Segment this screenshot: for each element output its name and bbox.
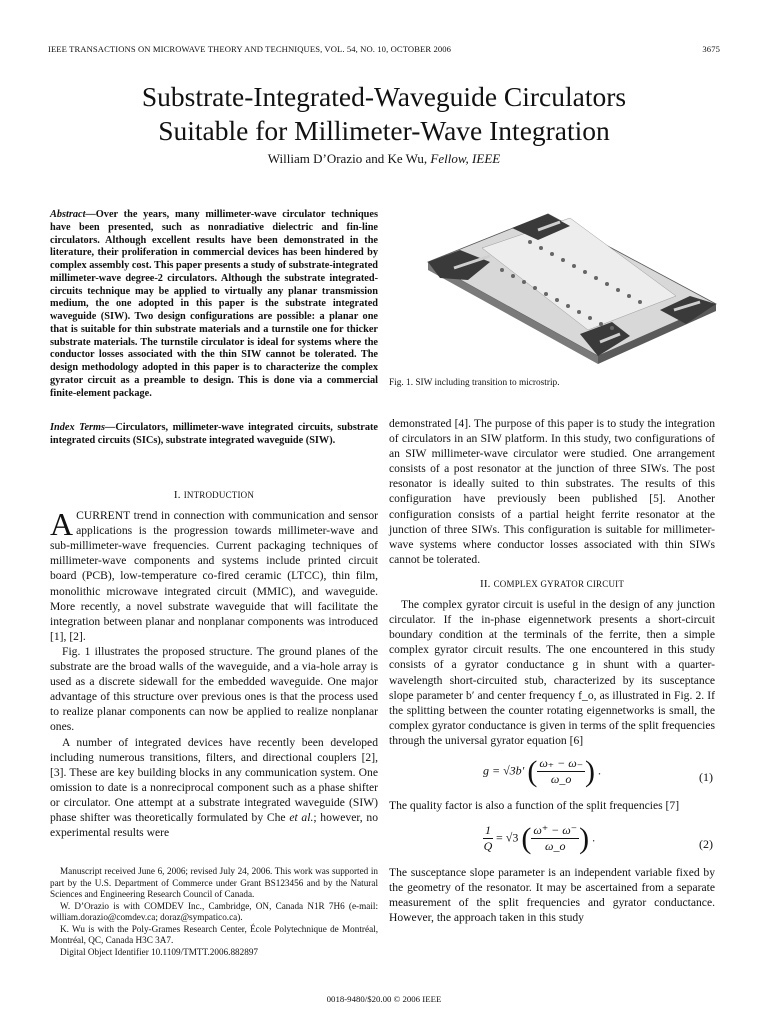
equation-2-label: (2): [699, 837, 713, 852]
abstract-label: Abstract—: [50, 209, 96, 220]
abstract: [50, 209, 378, 400]
right-paragraph-1: demonstrated [4]. The purpose of this paper is to study the integration of circulators in an SIW platform. In this study, two configurations of an SIW millimeter-wave circulator were studied. One arrangement consists of a post resonator at the junction of three SIWs. The post resonator is ideally suited to thin substrates. The results of this configuration have previously been published [5]. Another configuration consists of a partial height ferrite resonator at the junction of three SIWs. This configuration is suitable for millimeter-wave systems where conductor losses associated with thin SIWs cannot be tolerated.: [389, 417, 715, 566]
equation-1-label: (1): [699, 769, 713, 784]
footnote-manuscript: Manuscript received June 6, 2006; revised July 24, 2006. This work was supported in part by the U.S. Department of Commerce under Grant BS123456 and by the Natural Sciences and Engineering Research Council of Canada.: [50, 866, 378, 899]
intro-paragraph-3: A number of integrated devices have recently been developed including numerous transitions, filters, and directional couplers [2], [3]. These are key building blocks in any communication system. One omission to date is a nonreciprocal component such as a phase shifter or circulator. One attempt at a substrate integrated waveguide (SIW) phase shifter was theoretically formulated by Che et al.; however, no experimental results were: [50, 735, 378, 840]
section-2-heading: II. COMPLEX GYRATOR CIRCUIT: [479, 577, 625, 590]
title-line-1: Substrate-Integrated-Waveguide Circulators: [141, 81, 627, 112]
right-paragraph-4: The susceptance slope parameter is an independent variable fixed by the geometry of the resonator. It may be ascertained from a separate measurement of the split frequencies and gyrator conductance. However, the approach taken in this study: [389, 866, 715, 925]
footnote-author-1: W. D’Orazio is with COMDEV Inc., Cambridge, ON, Canada N1R 7H6 (e-mail: william.dorazio@comdev.ca; doraz@sympatico.ca).: [50, 900, 378, 922]
footnote-doi: Digital Object Identifier 10.1109/TMTT.2006.882897: [60, 946, 259, 957]
right-paragraph-3: The quality factor is also a function of the split frequencies [7]: [389, 798, 680, 812]
intro-paragraph-2: Fig. 1 illustrates the proposed structure. The ground planes of the substrate are the broad walls of the waveguide, and a via-hole array is used as a discrete sidewall for the embedded waveguide. One major advantage of this structure over previous ones is that the process used to realize planar components can now be applied to realize nonplanar ones.: [50, 644, 378, 734]
author-fellow: Fellow, IEEE: [430, 151, 501, 166]
page-number: 3675: [702, 44, 720, 54]
paper-title: [48, 80, 720, 148]
author-names: William D’Orazio and Ke Wu,: [267, 151, 428, 166]
figure-1-siw-image: [420, 206, 720, 368]
footnotes: [50, 866, 378, 958]
copyright-footer: 0018-9480/$20.00 © 2006 IEEE: [326, 994, 442, 1004]
journal-line: IEEE TRANSACTIONS ON MICROWAVE THEORY AND TECHNIQUES, VOL. 54, NO. 10, OCTOBER 2006: [48, 44, 452, 54]
section-1: [50, 488, 378, 840]
section-1-heading: I. INTRODUCTION: [173, 489, 255, 501]
title-line-2: Suitable for Millimeter-Wave Integration: [158, 115, 610, 146]
right-column: [389, 416, 715, 925]
drop-cap: A: [50, 506, 74, 543]
figure-1-caption: Fig. 1. SIW including transition to microstrip.: [389, 378, 560, 388]
equation-2: $\frac{1}{Q}$ = √3 ( $\frac{\omega^+ - \omega^-}{\omega\_o}$ ) . (2): [483, 822, 713, 856]
intro-paragraph-1: ACURRENT trend in connection with communication and sensor applications is the progression towards millimeter-wave and sub-millimeter-wave frequencies. Current packaging techniques of millimeter-wave components and systems include printed circuit board (PCB), low-temperature co-fired ceramic (LTCC), thin film, monolithic microwave integrated circuit (MMIC), and waveguide. More recently, a novel substrate waveguide that will facilitate the integration between planar and nonplanar components was introduced [1], [2].: [50, 506, 378, 643]
equation-1: g = √3b′ ( $\frac{\omega_+ - \omega_-}{\omega\_o}$ ) . (1): [483, 755, 713, 789]
index-terms-text: Circulators, millimeter-wave integrated circuits, substrate integrated circuits (SICs), substrate integrated waveguide (SIW).: [50, 422, 378, 446]
footnote-author-2: K. Wu is with the Poly-Grames Research Center, École Polytechnique de Montréal, Montréal, QC, Canada H3C 3A7.: [50, 923, 378, 945]
author-line: [48, 151, 720, 167]
index-terms-label: Index Terms—: [50, 422, 116, 433]
running-header: [48, 44, 720, 54]
abstract-text: Over the years, many millimeter-wave circulator techniques have been presented, such as nonradiative dielectric and fin-line circulators. Although excellent results have been demonstrated in the literature, their proliferation in commercial devices has been hindered by complex assembly cost. This paper presents a study of substrate-integrated millimeter-wave degree-2 circulators. Although the substrate integrated-circuits technique may be applied to virtually any planar transmission medium, the one adopted in this paper is the substrate integrated waveguide (SIW). Two design configurations are possible: a planar one that is suitable for thin substrate materials and a turnstile one for thicker substrate materials. The turnstile circulator is ideal for systems where the conductor losses associated with the thin SIW cannot be tolerated. The design methodology adopted in this paper is to characterize the complex gyrator circuit as a preamble to design. This is done via a commercial finite-element package.: [50, 209, 378, 399]
right-paragraph-2: The complex gyrator circuit is useful in the design of any junction circulator. If the in-phase eigennetwork presents a short-circuit boundary condition at the terminals of the ferrite, then a simple complex gyrator circuit results. The one encountered in this study consists of a gyrator conductance g in shunt with a quarter-wavelength short-circuited stub, characterized by its susceptance slope parameter b′ and center frequency f_o, as illustrated in Fig. 2. If the splitting between the counter rotating eigennetworks is small, the complex gyrator conductance is given in terms of the split frequencies through the universal gyrator equation [6]: [389, 598, 715, 747]
index-terms: [50, 422, 378, 448]
